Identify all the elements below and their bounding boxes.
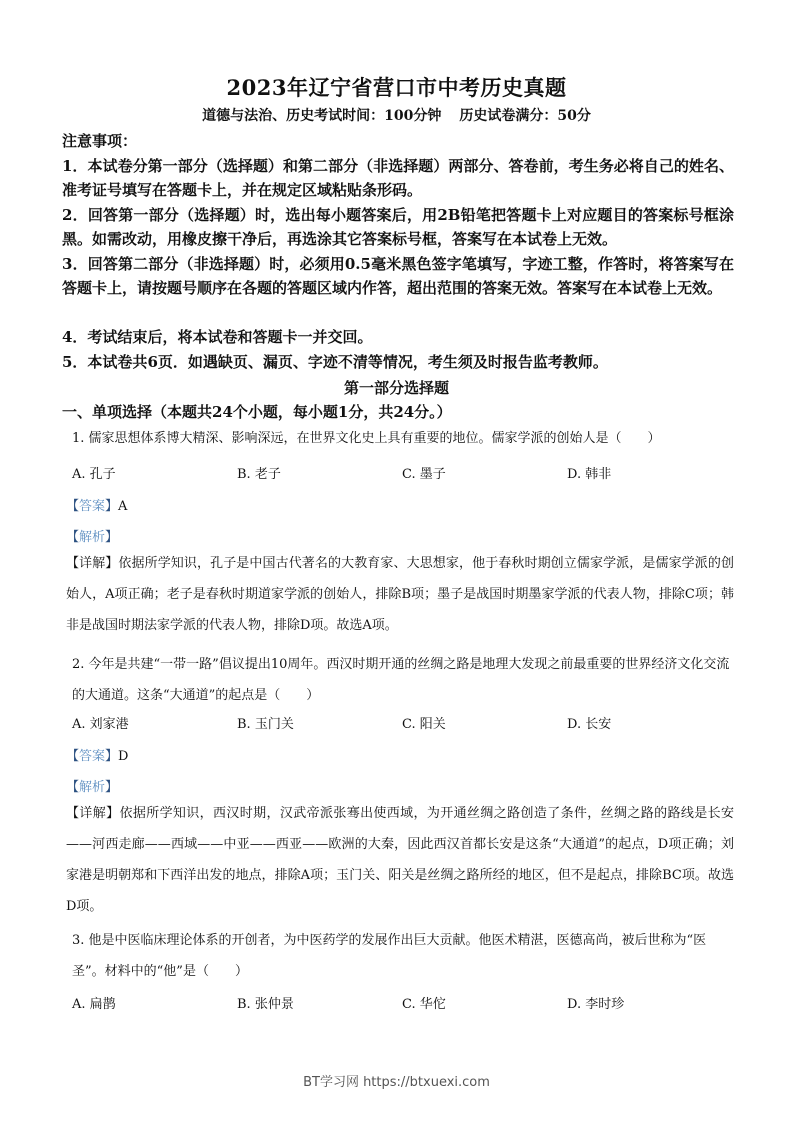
answer-label: 答案	[79, 499, 106, 514]
question-2-stem: 2. 今年是共建“一带一路”倡议提出10周年。西汉时期开通的丝绸之路是地理大发现之前最重要的世界经济文化交流的大通道。这条“大通道”的起点是（ ）	[72, 657, 730, 703]
question-1-options	[72, 463, 732, 482]
notice-item-4: 4．考试结束后，将本试卷和答题卡一并交回。	[62, 328, 373, 346]
notice-item-2: 2．回答第一部分（选择题）时，选出每小题答案后，用2B铅笔把答题卡上对应题目的答案标号框涂黑。如需改动，用橡皮擦干净后，再选涂其它答案标号框，答案写在本试卷上无效。	[62, 206, 734, 248]
answer-value: A	[118, 499, 128, 514]
option-a: A. 孔子	[72, 467, 116, 482]
notice-item-1: 1．本试卷分第一部分（选择题）和第二部分（非选择题）两部分、答卷前，考生务必将自己的姓名、准考证号填写在答题卡上，并在规定区域粘贴条形码。	[62, 157, 734, 199]
question-2-answer: 【答案】D	[66, 749, 129, 764]
option-c: C. 墨子	[402, 467, 446, 482]
answer-value: D	[118, 749, 129, 764]
option-d: D. 韩非	[567, 467, 612, 482]
option-d: D. 李时珍	[567, 997, 625, 1012]
notice-heading: 注意事项：	[62, 132, 138, 150]
option-a: A. 刘家港	[72, 717, 129, 732]
question-1-analysis-label: 【解析】	[66, 530, 119, 545]
question-3-options	[72, 993, 732, 1012]
detail-label: 【详解】	[66, 556, 119, 571]
question-1-stem: 1. 儒家思想体系博大精深、影响深远，在世界文化史上具有重要的地位。儒家学派的创始人是（ ）	[72, 431, 661, 446]
option-b: B. 玉门关	[237, 717, 294, 732]
question-1-detail: 【详解】依据所学知识，孔子是中国古代著名的大教育家、大思想家，他于春秋时期创立儒家学派，是儒家学派的创始人，A项正确；老子是春秋时期道家学派的创始人，排除B项；墨子是战国时期墨家学派的代表人物，排除C项；韩非是战国时期法家学派的代表人物，排除D项。故选A项。	[66, 556, 734, 633]
option-d: D. 长安	[567, 717, 612, 732]
question-2-analysis-label: 【解析】	[66, 780, 119, 795]
part-title: 第一部分选择题	[343, 379, 449, 397]
option-b: B. 张仲景	[237, 997, 294, 1012]
answer-label: 答案	[79, 749, 106, 764]
detail-label: 【详解】	[66, 806, 120, 821]
notice-item-3: 3．回答第二部分（非选择题）时，必须用0.5毫米黑色签字笔填写，字迹工整，作答时，将答案写在答题卡上，请按题号顺序在各题的答题区域内作答，超出范围的答案无效。答案写在本试卷上无效。	[62, 255, 734, 297]
question-2-options	[72, 713, 732, 732]
exam-info	[0, 105, 793, 125]
question-2-detail: 【详解】依据所学知识，西汉时期，汉武帝派张骞出使西域，为开通丝绸之路创造了条件，丝绸之路的路线是长安——河西走廊——西域——中亚——西亚——欧洲的大秦，因此西汉首都长安是这条“大通道”的起点，D项正确；刘家港是明朝郑和下西洋出发的地点，排除A项；玉门关、阳关是丝绸之路所经的地区，但不是起点，排除BC项。故选D项。	[66, 806, 734, 914]
option-a: A. 扁鹊	[72, 997, 116, 1012]
question-3-stem: 3. 他是中医临床理论体系的开创者，为中医药学的发展作出巨大贡献。他医术精湛，医德高尚，被后世称为“医圣”。材料中的“他”是（ ）	[72, 933, 707, 979]
option-c: C. 华佗	[402, 997, 446, 1012]
section-title: 一、单项选择（本题共24个小题，每小题1分，共24分。）	[62, 403, 452, 421]
option-b: B. 老子	[237, 467, 281, 482]
notice-item-5: 5．本试卷共6页．如遇缺页、漏页、字迹不清等情况，考生须及时报告监考教师。	[62, 353, 608, 371]
option-c: C. 阳关	[402, 717, 446, 732]
footer-watermark: BT学习网 https://btxuexi.com	[303, 1075, 490, 1090]
exam-time: 道德与法治、历史考试时间：100分钟	[202, 108, 442, 124]
question-1-answer: 【答案】A	[66, 499, 128, 514]
exam-full-score: 历史试卷满分：50分	[459, 108, 591, 124]
page-title: 2023年辽宁省营口市中考历史真题	[226, 75, 567, 100]
